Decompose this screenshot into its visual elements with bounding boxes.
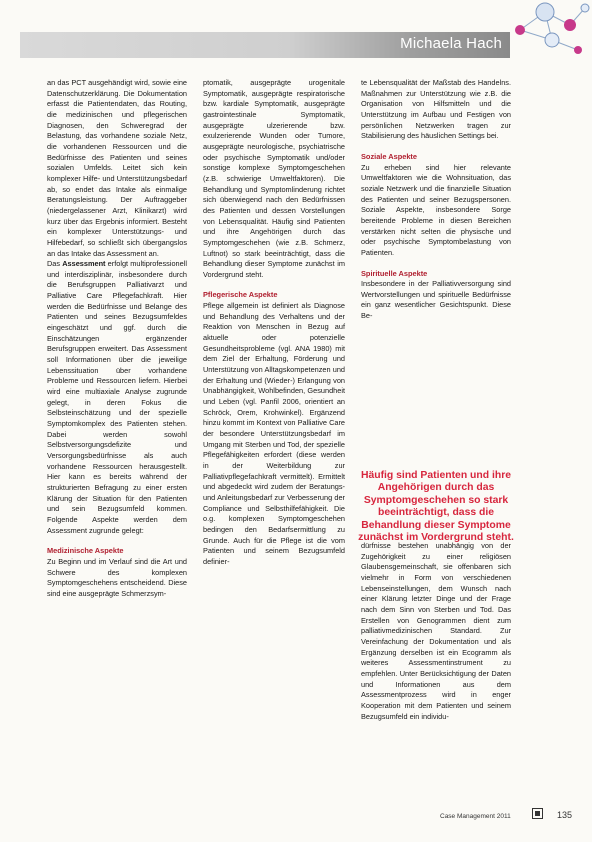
paragraph: Zu erheben sind hier relevante Umweltfaktoren wie die Wohnsituation, das soziale Netzwerk und die finanzielle Situation des Patienten und seiner Bezugspersonen. Soziale Aspekte, insbesondere Sorge bereitende Probleme in diesen Bereichen verstärken nicht selten die physische und oder psychische Symptombelastung von Patienten.: [361, 162, 511, 257]
pull-quote: Häufig sind Patienten und ihre Angehörigen durch das Symptomgeschehen so stark beeinträchtigt, dass die Behandlung dieser Symptome zunächst im Vordergrund steht.: [358, 470, 514, 544]
paragraph: an das PCT ausgehändigt wird, sowie eine Datenschutzerklärung. Die Dokumentation erfasst die Patientendaten, das Routing, die medizinischen und pflegerischen Diagnosen, den Schweregrad der Belastung, das vorhandene soziale Netz, die vorhandenen Ressourcen und die Bedürfnisse des Patienten und seines sozialen Umfelds. Leitet sich kein komplexer Hilfe- und Unterstützungsbedarf ab, so endet das Intake als einmalige Beratungsleistung. Der Auftraggeber (niedergelassener Arzt, Klinikarzt) wird kurz über das Ergebnis informiert. Besteht ein komplexer Unterstützungs- und Hilfebedarf, so schließt sich übergangslos an das Intake das Assessment an.: [47, 78, 187, 258]
paragraph-assessment: [47, 259, 187, 536]
journal-logo-icon: [532, 808, 543, 819]
paragraph: dürfnisse bestehen unabhängig von der Zugehörigkeit zu einer religiösen Glaubensgemeinschaft, sie offenbaren sich vielmehr in Form von verschiedenen Lebenseinstellungen, dem Wunsch nach einer Klärung letzter Dinge und der Frage nach dem Sinn von Sterben und Tod. Das Erstellen von Genogrammen dient zum palliativmedizinischen Standard. Zur Vereinfachung der Dokumentation und als Ergänzung derselben ist ein Ecogramm als weiteres Assessmentinstrument zu empfehlen. Unter Berücksichtigung der Daten und Informationen aus dem Assessmentprozess wird in enger Kooperation mit dem Patienten und seinem Bezugsumfeld ein individu-: [361, 541, 511, 721]
paragraph: Insbesondere in der Palliativversorgung sind Wertvorstellungen und spirituelle Bedürfnisse ein ganz wesentlicher Gesichtspunkt. Diese Be-: [361, 279, 511, 321]
header-bar: [20, 32, 510, 58]
paragraph: Zu Beginn und im Verlauf sind die Art und Schwere des komplexen Symptomgeschehens entscheidend. Diese sind eine ausgeprägte Schmerzsym-: [47, 556, 187, 598]
paragraph: ptomatik, ausgeprägte urogenitale Symptomatik, ausgeprägte respiratorische bzw. kardiale Symptomatik, ausgeprägte gastrointestinale Symptomatik, ausgeprägte ulzerierende bzw. exulzerierende Wunden oder Tumore, ausgeprägte neurologische, psychiatrische oder psychische Symptomatik und/oder sonstige komplexe Symptomgeschehen (z.B. schwierige Umweltfaktoren). Die Behandlung und Symptomlinderung richtet sich überwiegend nach den Bedürfnissen des Patienten und dessen Vorstellungen von Lebensqualität. Häufig sind Patienten und ihre Angehörigen durch das Symptomgeschehen (wie z.B. Schmerz, Luftnot) so stark beeinträchtigt, dass die Behandlung dieser Symptome zunächst im Vordergrund steht.: [203, 78, 345, 279]
page-number: 135: [557, 810, 573, 820]
section-heading-nursing: Pflegerische Aspekte: [203, 290, 278, 300]
paragraph: te Lebensqualität der Maßstab des Handelns. Maßnahmen zur Unterstützung wie z.B. die Organisation von Hilfsmitteln und die Unterstützung im Aufbau und Festigen von persönlichen Netzwerken tragen zur Stabilisierung des häuslichen Settings bei.: [361, 78, 511, 141]
text-fragment: erfolgt multiprofessionell und interdisziplinär, insbesondere durch die Berufsgruppen Palliativarzt und Palliative Care Pflegefachkraft. Hier werden die Bedürfnisse und Belange des Patienten und seines Bezugsumfeldes eingeschätzt und ggf. durch die Einschätzungen ergänzender Berufsgruppen erweitert. Das Assessment soll Informationen über die jeweilige Lebenssituation über vorhandene Probleme und Ressourcen liefern. Hierbei wird eine multiaxiale Analyse zugrunde gelegt, in deren Fokus die Selbsteinschätzung und der spezielle Symptomkomplex des Patienten stehen. Dabei werden sowohl Selbstversorgungsdefizite und Versorgungsbedürfnisse als auch vorhandene Ressourcen herausgestellt. Hier kann es bereits während der strukturierten Befragung zu einer ersten Klärung der Situation für den Patienten und sein Bezugsumfeld kommen. Folgende Aspekte werden dem Assessment zugrunde gelegt:: [47, 259, 187, 535]
column-1: [47, 78, 187, 600]
column-3: [361, 78, 511, 322]
text-fragment: Das: [47, 259, 63, 269]
section-heading-spiritual: Spirituelle Aspekte: [361, 268, 428, 278]
paragraph: Pflege allgemein ist definiert als Diagnose und Behandlung des Verhaltens und der Reaktion von Menschen in Bezug auf aktuelle oder potenzielle Gesundheitsprobleme (vgl. ANA 1980) mit dem Ziel der Erhaltung, Förderung und Unterstützung von Alltagskompetenzen und der Erhaltung und (Wieder-) Erlangung von Unabhängigkeit, Wohlbefinden, Gesundheit und Leben (vgl. Panfil 2006, orientiert an Schröck, Orem, Krohwinkel). Ergänzend hinzu kommt im Kontext von Palliative Care der besondere Unterstützungsbedarf im Umgang mit Sterben und Tod, der spezielle Pflegefähigkeiten erfordert (diese werden in der Weiterbildung zur Palliativpflegefachkraft vermittelt). Ermittelt und abgedeckt wird zudem der Beratungs- und Anleitungsbedarf zur Verbesserung der Compliance und Selbsthilfefähigkeit. Die o.g. komplexen Symptomgeschehen bedingen den Bedarfsermittlung zu Grunde. Auch für die Pflege ist die vom Patienten und seinem Bezugsumfeld definier-: [203, 301, 345, 566]
footer-journal: Case Management 2011: [440, 813, 511, 820]
section-heading-medical: Medizinische Aspekte: [47, 546, 124, 556]
molecule-logo-icon: [500, 0, 592, 62]
column-3-continued: [361, 541, 511, 722]
header-author: Michaela Hach: [400, 35, 502, 52]
column-2: [203, 78, 345, 568]
section-heading-social: Soziale Aspekte: [361, 151, 417, 161]
bold-term: Assessment: [62, 259, 106, 269]
